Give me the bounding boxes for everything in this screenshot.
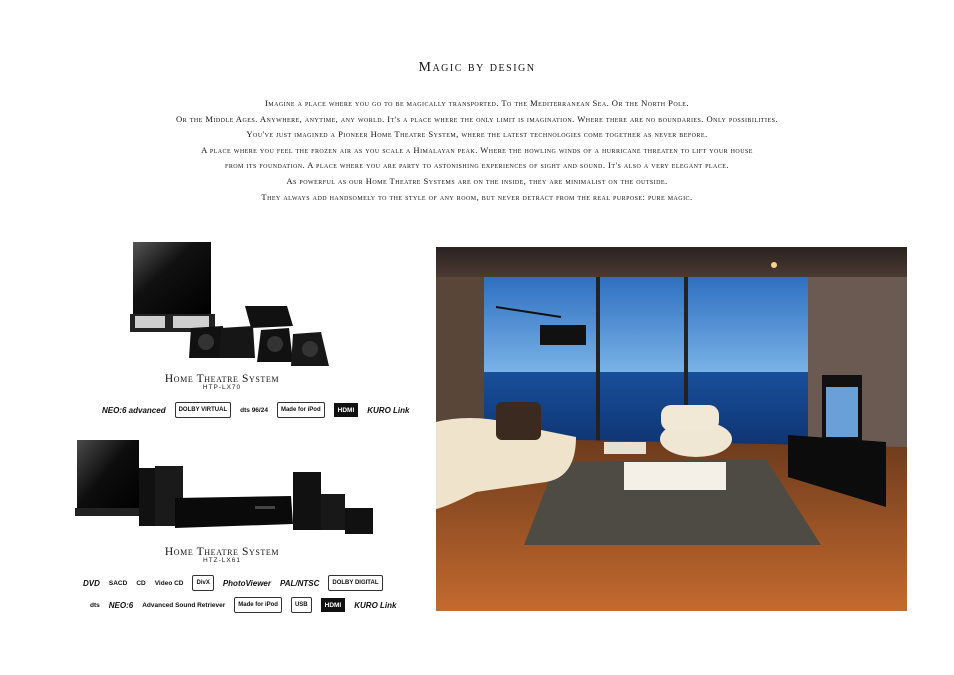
dvd-logo: DVD [83, 578, 100, 588]
page-title: Magic by design [418, 60, 536, 75]
ipod-logo: Made for iPod [234, 597, 282, 613]
kuro-link-logo: KURO Link [354, 600, 397, 610]
dolby-digital-logo: DOLBY DIGITAL [328, 575, 382, 591]
divx-logo: DivX [192, 575, 213, 591]
sound-retriever-logo: Advanced Sound Retriever [142, 601, 226, 609]
intro-line: Or the Middle Ages. Anywhere, anytime, any world. It's a place where the only limit is imagination. Where there are no boundaries. Only possibilities. [176, 113, 778, 124]
htp-lx70-product-image [125, 236, 340, 371]
living-room-photo [436, 247, 907, 611]
sacd-logo: SACD [108, 579, 128, 587]
kuro-link-logo: KURO Link [367, 405, 410, 415]
intro-line: You've just imagined a Pioneer Home Theatre System, where the latest technologies come together as never before. [246, 129, 708, 140]
product-name: Home Theatre System [164, 546, 280, 558]
subwoofer [77, 440, 139, 516]
intro-line: from its foundation. A place where you are party to astonishing experiences of sight and sound. It's also a very elegant place. [225, 160, 729, 171]
video-cd-logo: Video CD [154, 579, 184, 587]
feature-logos [102, 402, 418, 418]
neo6-logo: NEO:6 advanced [102, 405, 166, 415]
hdmi-logo: HDMI [321, 598, 346, 612]
speaker [293, 472, 321, 530]
intro-line: As powerful as our Home Theatre Systems are on the inside, they are minimalist on the outside. [286, 175, 668, 186]
intro-line: They always add handsomely to the style of any room, but never detract from the real purpose: pure magic. [261, 191, 693, 202]
pendant-lamp [540, 325, 586, 345]
hdmi-logo: HDMI [334, 403, 359, 417]
feature-logos-row2 [90, 597, 405, 613]
coffee-table [624, 462, 726, 490]
speaker [219, 326, 255, 358]
dvd-receiver [175, 496, 293, 528]
feature-logos-row1 [83, 575, 392, 591]
dts-logo: dts [90, 601, 100, 609]
ipod-logo: Made for iPod [277, 402, 325, 418]
pal-ntsc-logo: PAL/NTSC [279, 578, 320, 588]
receiver [245, 306, 293, 328]
subwoofer [133, 242, 211, 314]
neo6-logo: NEO:6 [108, 600, 134, 610]
speaker [345, 508, 373, 534]
speaker [321, 494, 345, 530]
product-name: Home Theatre System [164, 373, 280, 385]
product-model: HTZ-LX61 [203, 557, 241, 564]
cd-logo: CD [136, 579, 146, 587]
intro-line: Imagine a place where you go to be magically transported. To the Mediterranean Sea. Or the North Pole. [265, 98, 689, 108]
product-model: HTP-LX70 [202, 384, 242, 391]
dts-logo: dts 96/24 [240, 406, 268, 414]
photoviewer-logo: PhotoViewer [222, 578, 271, 588]
intro-line: A place where you feel the frozen air as you scale a Himalayan peak. Where the howling winds of a hurricane threaten to lift your house [201, 144, 753, 155]
speaker [139, 468, 155, 526]
dolby-logo: DOLBY VIRTUAL [175, 402, 232, 418]
usb-logo: USB [291, 597, 312, 613]
htz-lx61-product-image [75, 436, 375, 536]
intro-text [0, 96, 954, 205]
